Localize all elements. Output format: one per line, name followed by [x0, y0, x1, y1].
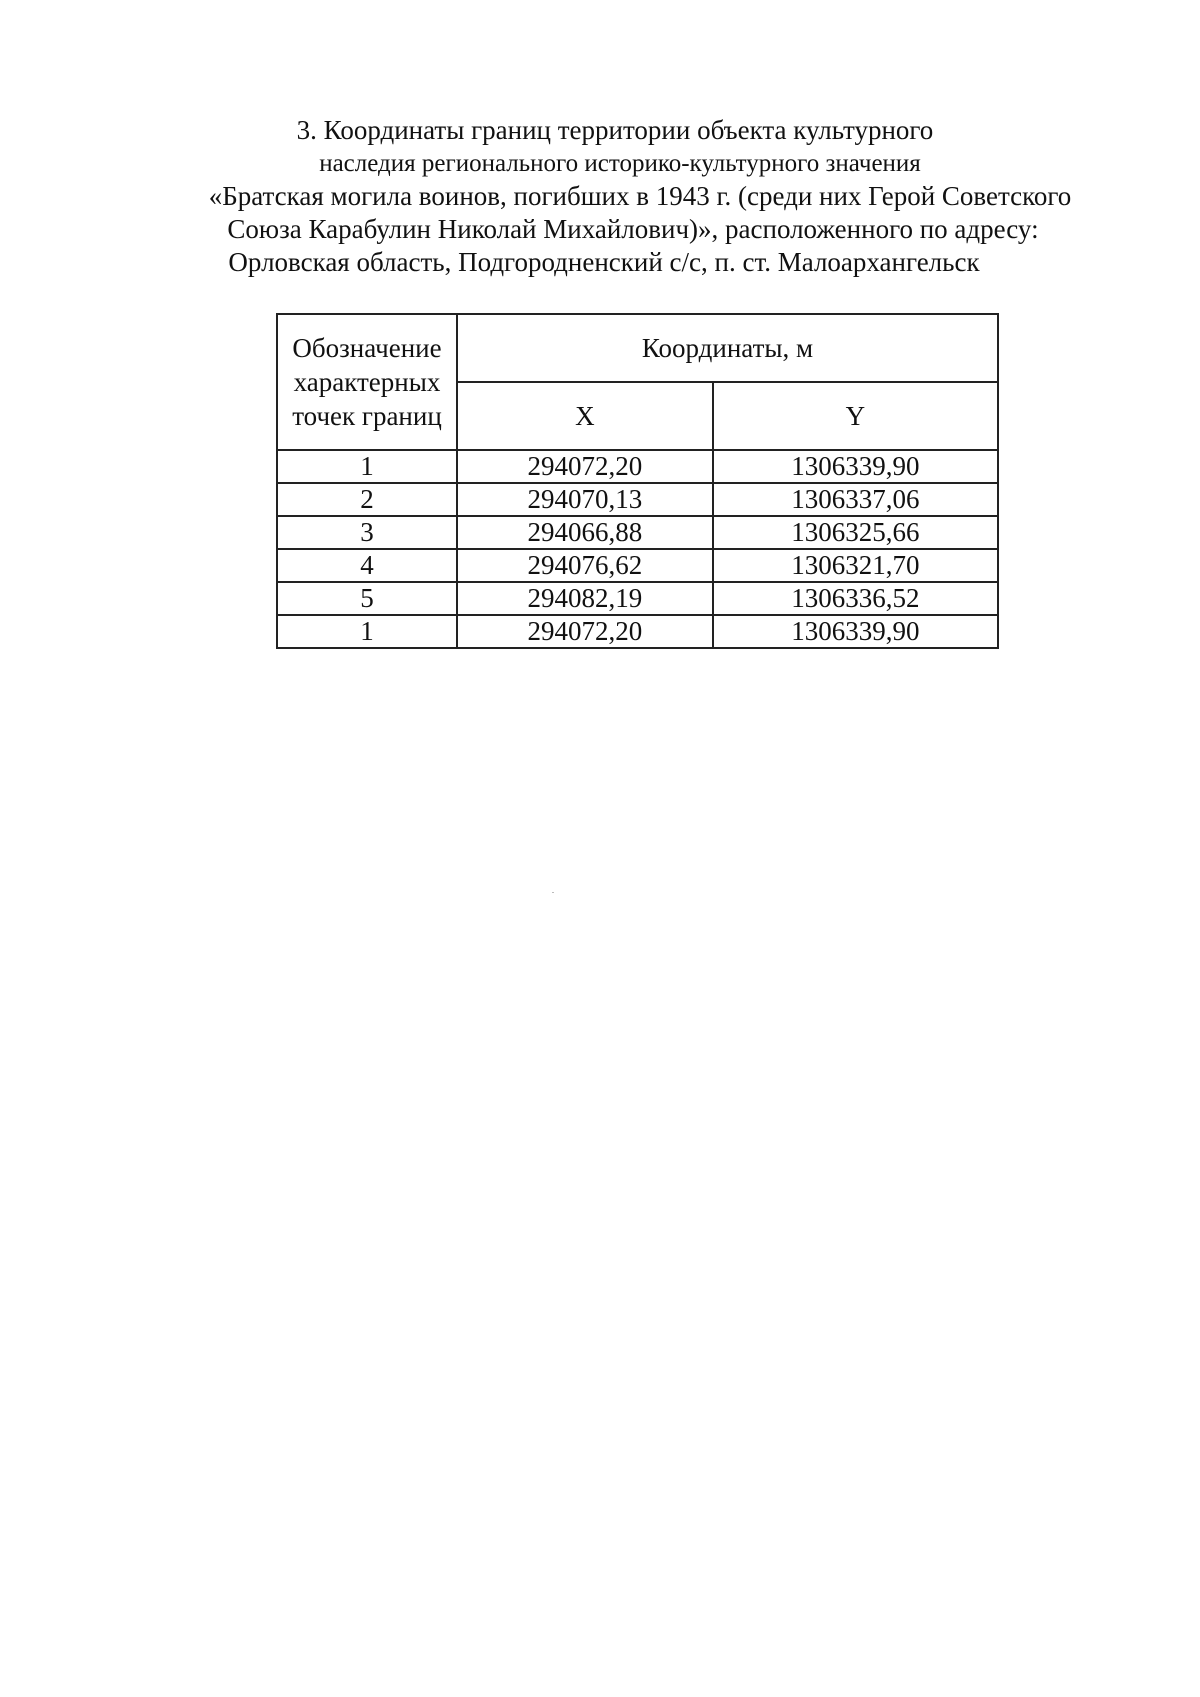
table-row: [277, 549, 998, 582]
y-cell: 1306321,70: [713, 549, 998, 582]
x-cell: 294076,62: [457, 549, 713, 582]
x-cell: 294066,88: [457, 516, 713, 549]
y-cell: 1306337,06: [713, 483, 998, 516]
x-cell: 294082,19: [457, 582, 713, 615]
x-cell: 294072,20: [457, 615, 713, 648]
x-cell: 294072,20: [457, 450, 713, 483]
point-cell: 3: [277, 516, 457, 549]
point-cell: 1: [277, 450, 457, 483]
y-cell: 1306339,90: [713, 450, 998, 483]
point-cell: 4: [277, 549, 457, 582]
heading-line: Союза Карабулин Николай Михайлович)», расположенного по адресу:: [227, 214, 1039, 244]
table-row: [277, 615, 998, 648]
table-row: [277, 582, 998, 615]
y-cell: 1306336,52: [713, 582, 998, 615]
scan-speck: [552, 892, 554, 893]
heading-line: 3. Координаты границ территории объекта культурного: [296, 115, 934, 145]
y-cell: 1306339,90: [713, 615, 998, 648]
y-column-header: Y: [713, 382, 998, 450]
x-column-header: X: [457, 382, 713, 450]
point-cell: 2: [277, 483, 457, 516]
heading-line: наследия регионального историко-культурного значения: [319, 150, 921, 177]
coordinates-header: Координаты, м: [457, 314, 998, 382]
table-row: [277, 483, 998, 516]
y-cell: 1306325,66: [713, 516, 998, 549]
document-heading: [150, 114, 1110, 279]
table-row: [277, 450, 998, 483]
table-row: [277, 516, 998, 549]
coordinates-table: [276, 313, 999, 649]
point-designation-header: Обозначение характерных точек границ: [277, 314, 457, 450]
x-cell: 294070,13: [457, 483, 713, 516]
heading-line: «Братская могила воинов, погибших в 1943 г. (среди них Герой Советского: [208, 181, 1072, 211]
heading-line: Орловская область, Подгородненский с/с, п. ст. Малоархангельск: [228, 247, 980, 277]
table-header-row: [277, 314, 998, 382]
point-cell: 5: [277, 582, 457, 615]
point-cell: 1: [277, 615, 457, 648]
